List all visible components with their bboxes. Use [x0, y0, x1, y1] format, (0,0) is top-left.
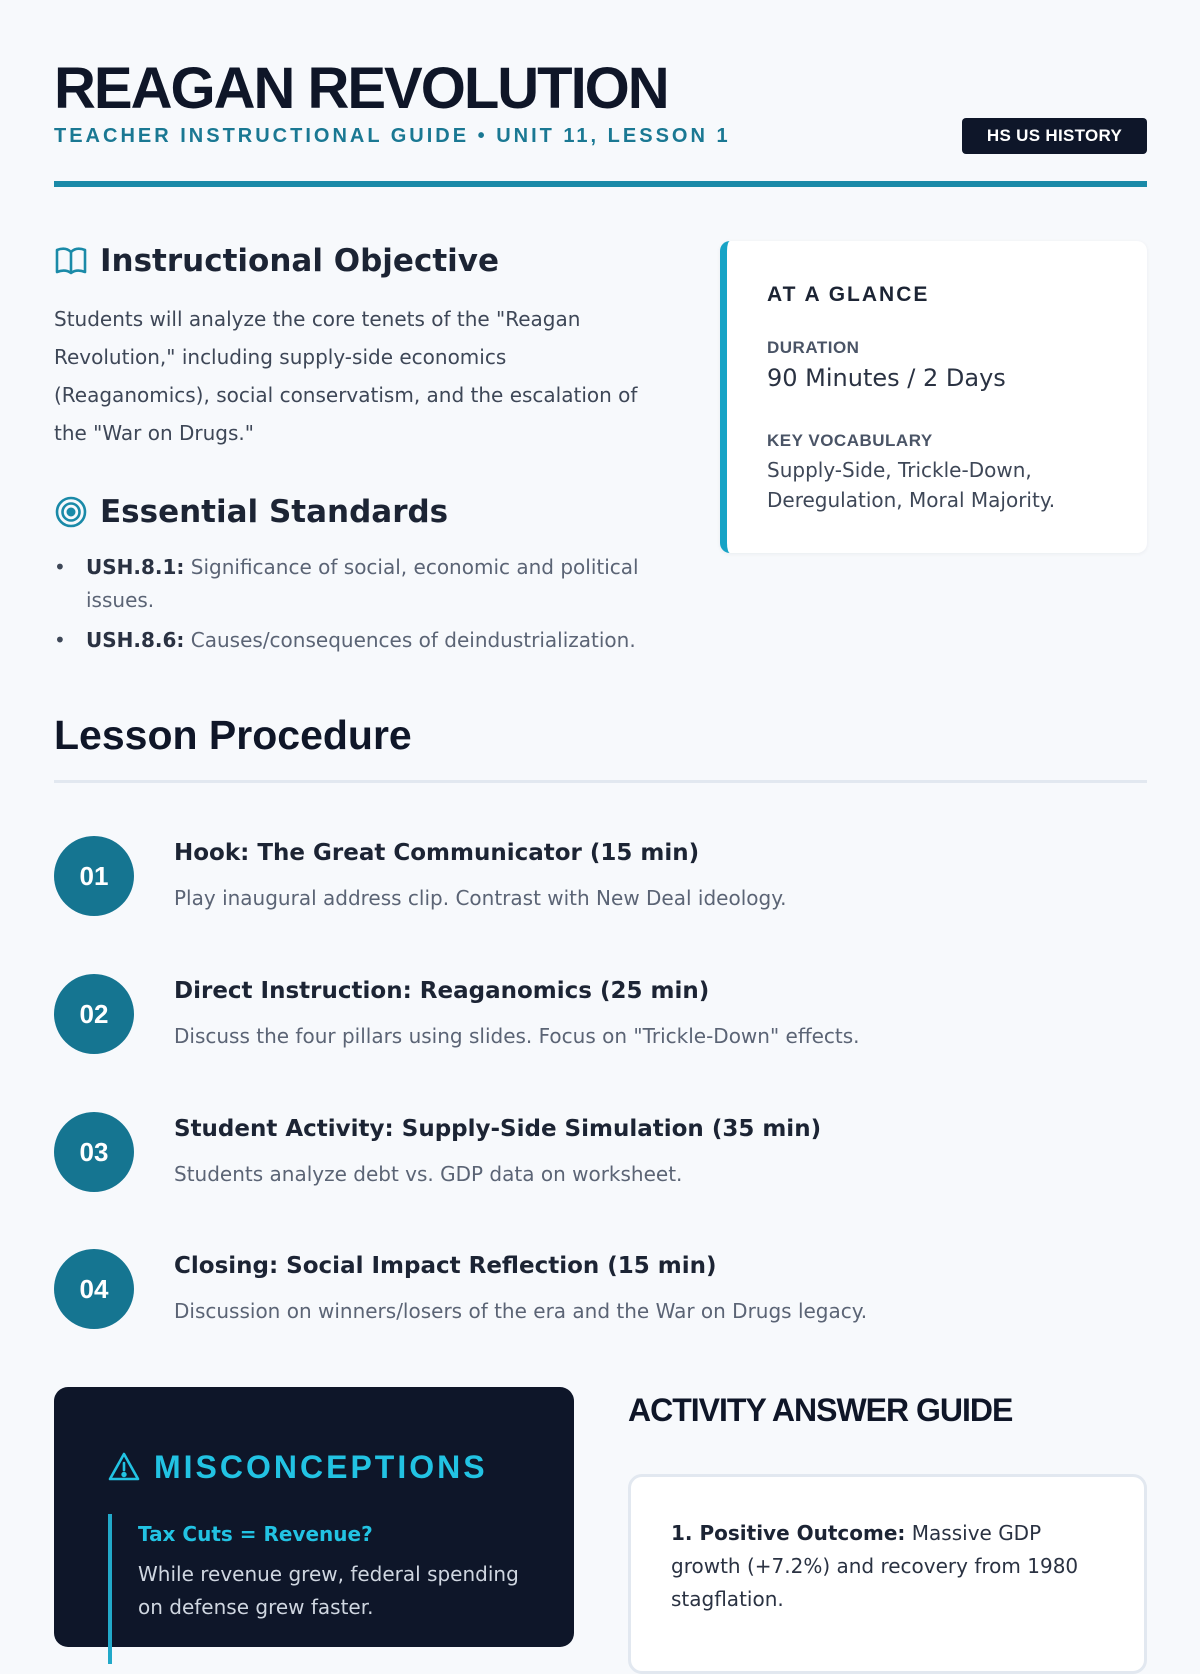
- standard-code: USH.8.1:: [86, 555, 185, 579]
- duration-label: DURATION: [767, 338, 860, 357]
- step-number: 01: [54, 836, 134, 916]
- course-badge: HS US HISTORY: [962, 118, 1147, 154]
- vocab-value: Supply-Side, Trickle-Down, Deregulation, Moral Majority.: [767, 458, 1056, 512]
- objective-text: Students will analyze the core tenets of the "Reagan Revolution," including supply-side economics (Reaganomics), social conservatism, and the escalation of the "War on Drugs.": [54, 307, 638, 445]
- standard-code: USH.8.6:: [86, 628, 185, 652]
- page-title: REAGAN REVOLUTION: [54, 56, 668, 121]
- list-item: [54, 551, 684, 617]
- standards-heading: [54, 494, 448, 530]
- standard-text: Causes/consequences of deindustrialization.: [190, 628, 636, 652]
- step-title: Hook: The Great Communicator (15 min): [174, 840, 700, 866]
- standards-heading-label: Essential Standards: [100, 494, 449, 530]
- procedure-heading: Lesson Procedure: [54, 712, 412, 758]
- standard-text: Significance of social, economic and political issues.: [86, 555, 639, 612]
- misconceptions-heading: [108, 1449, 488, 1486]
- vocab-label: KEY VOCABULARY: [767, 431, 933, 450]
- objective-heading-label: Instructional Objective: [100, 243, 500, 279]
- glance-title: AT A GLANCE: [767, 283, 930, 306]
- bullet-icon: •: [54, 555, 66, 579]
- misconception-answer: While revenue grew, federal spending on defense grew faster.: [138, 1562, 519, 1619]
- standards-list: [54, 551, 684, 664]
- procedure-step: [54, 1112, 1147, 1192]
- list-item: [54, 624, 684, 657]
- book-open-icon: [54, 244, 88, 278]
- procedure-divider: [54, 780, 1147, 783]
- step-description: Discussion on winners/losers of the era and the War on Drugs legacy.: [174, 1299, 868, 1323]
- at-a-glance-card: [720, 241, 1147, 553]
- page-subtitle: TEACHER INSTRUCTIONAL GUIDE • UNIT 11, LESSON 1: [54, 125, 731, 147]
- misconceptions-panel: [54, 1387, 574, 1647]
- step-description: Discuss the four pillars using slides. Focus on "Trickle-Down" effects.: [174, 1024, 860, 1048]
- step-number: 03: [54, 1112, 134, 1192]
- warning-triangle-icon: [108, 1452, 140, 1484]
- step-description: Students analyze debt vs. GDP data on worksheet.: [174, 1162, 683, 1186]
- answer-item-text: Massive GDP growth (+7.2%) and recovery from 1980 stagflation.: [671, 1521, 1079, 1611]
- misconceptions-heading-label: MISCONCEPTIONS: [154, 1449, 488, 1485]
- step-title: Student Activity: Supply-Side Simulation (35 min): [174, 1116, 822, 1142]
- bullet-icon: •: [54, 628, 66, 652]
- procedure-step: [54, 836, 1147, 916]
- step-number: 02: [54, 974, 134, 1054]
- objective-heading: [54, 243, 499, 279]
- procedure-step: [54, 974, 1147, 1054]
- step-title: Closing: Social Impact Reflection (15 min): [174, 1253, 717, 1279]
- answer-item-label: 1. Positive Outcome:: [671, 1521, 906, 1545]
- step-number: 04: [54, 1249, 134, 1329]
- lesson-guide-page: [54, 0, 1147, 1619]
- header-divider: [54, 181, 1147, 187]
- misconception-item: [108, 1514, 528, 1664]
- step-description: Play inaugural address clip. Contrast with New Deal ideology.: [174, 886, 787, 910]
- answer-guide-heading: ACTIVITY ANSWER GUIDE: [628, 1392, 1013, 1428]
- answer-guide-card: [628, 1474, 1147, 1674]
- answer-item: [671, 1517, 1101, 1616]
- duration-value: 90 Minutes / 2 Days: [767, 364, 1006, 392]
- misconception-question: Tax Cuts = Revenue?: [138, 1522, 373, 1546]
- step-title: Direct Instruction: Reaganomics (25 min): [174, 978, 710, 1004]
- target-icon: [54, 495, 88, 529]
- procedure-step: [54, 1249, 1147, 1329]
